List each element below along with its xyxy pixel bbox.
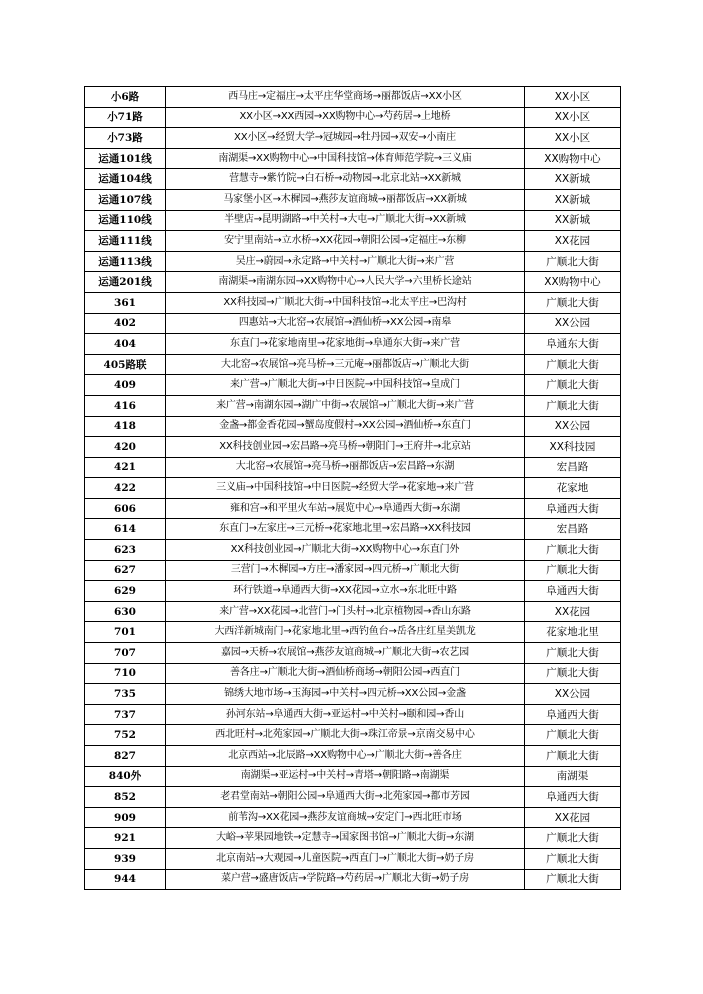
- nearby-stop: 广顺北大街: [525, 540, 621, 561]
- route-number: 416: [85, 395, 166, 416]
- table-row: [85, 334, 621, 355]
- table-row: [85, 601, 621, 622]
- route-stops: 来广营→南湖东园→湖广中街→农展馆→广顺北大街→来广营: [166, 395, 525, 416]
- route-stops: 西马庄→定福庄→太平庄华堂商场→丽都饭店→XX小区: [166, 87, 525, 108]
- route-stops: 东直门→花家地南里→花家地街→阜通东大街→来广营: [166, 334, 525, 355]
- table-row: [85, 169, 621, 190]
- table-row: [85, 354, 621, 375]
- route-stops: 马家堡小区→木樨园→燕莎友谊商城→丽都饭店→XX新城: [166, 189, 525, 210]
- route-number: 运通107线: [85, 189, 166, 210]
- route-stops: XX小区→XX西园→XX购物中心→芍药居→上地桥: [166, 107, 525, 128]
- route-number: 运通101线: [85, 148, 166, 169]
- nearby-stop: 阜通西大街: [525, 581, 621, 602]
- table-row: [85, 416, 621, 437]
- route-stops: 北京西站→北辰路→XX购物中心→广顺北大街→善各庄: [166, 746, 525, 767]
- nearby-stop: 阜通东大街: [525, 334, 621, 355]
- route-number: 361: [85, 292, 166, 313]
- route-number: 840外: [85, 766, 166, 787]
- table-row: [85, 643, 621, 664]
- route-number: 小73路: [85, 128, 166, 149]
- table-row: [85, 375, 621, 396]
- route-stops: 南湖渠→XX购物中心→中国科技馆→体育师范学院→三义庙: [166, 148, 525, 169]
- nearby-stop: 广顺北大街: [525, 725, 621, 746]
- route-stops: 三义庙→中国科技馆→中日医院→经贸大学→花家地→来广营: [166, 478, 525, 499]
- table-row: [85, 437, 621, 458]
- nearby-stop: XX新城: [525, 189, 621, 210]
- nearby-stop: XX新城: [525, 210, 621, 231]
- route-number: 404: [85, 334, 166, 355]
- route-stops: XX科技园→广顺北大街→中国科技馆→北太平庄→巴沟村: [166, 292, 525, 313]
- route-number: 418: [85, 416, 166, 437]
- nearby-stop: 花家地北里: [525, 622, 621, 643]
- route-number: 630: [85, 601, 166, 622]
- table-row: [85, 272, 621, 293]
- table-row: [85, 746, 621, 767]
- nearby-stop: XX购物中心: [525, 148, 621, 169]
- table-row: [85, 128, 621, 149]
- table-row: [85, 869, 621, 890]
- nearby-stop: XX小区: [525, 87, 621, 108]
- nearby-stop: 花家地: [525, 478, 621, 499]
- table-row: [85, 107, 621, 128]
- nearby-stop: 阜通西大街: [525, 498, 621, 519]
- route-number: 运通111线: [85, 231, 166, 252]
- nearby-stop: 广顺北大街: [525, 375, 621, 396]
- route-stops: 营慧寺→紫竹院→白石桥→动物园→北京北站→XX新城: [166, 169, 525, 190]
- nearby-stop: 广顺北大街: [525, 251, 621, 272]
- table-row: [85, 787, 621, 808]
- table-row: [85, 498, 621, 519]
- route-stops: 东直门→左家庄→三元桥→花家地北里→宏昌路→XX科技园: [166, 519, 525, 540]
- route-stops: XX小区→经贸大学→冠城园→牡丹园→双安→小南庄: [166, 128, 525, 149]
- table-row: [85, 622, 621, 643]
- nearby-stop: 广顺北大街: [525, 395, 621, 416]
- route-number: 752: [85, 725, 166, 746]
- table-row: [85, 828, 621, 849]
- route-stops: 大西洋新城南门→花家地北里→西钓鱼台→岳各庄红星美凯龙: [166, 622, 525, 643]
- route-number: 707: [85, 643, 166, 664]
- table-row: [85, 848, 621, 869]
- route-number: 852: [85, 787, 166, 808]
- route-number: 409: [85, 375, 166, 396]
- route-stops: 孙河东站→阜通西大街→亚运村→中关村→颐和园→香山: [166, 704, 525, 725]
- route-number: 小71路: [85, 107, 166, 128]
- nearby-stop: XX花园: [525, 601, 621, 622]
- table-row: [85, 581, 621, 602]
- route-number: 623: [85, 540, 166, 561]
- route-stops: 环行铁道→阜通西大街→XX花园→立水→东北旺中路: [166, 581, 525, 602]
- nearby-stop: 阜通西大街: [525, 787, 621, 808]
- bus-routes-table: [84, 86, 621, 890]
- nearby-stop: XX公园: [525, 313, 621, 334]
- route-number: 422: [85, 478, 166, 499]
- route-stops: XX科技创业园→宏昌路→亮马桥→朝阳门→王府井→北京站: [166, 437, 525, 458]
- table-row: [85, 560, 621, 581]
- nearby-stop: 广顺北大街: [525, 354, 621, 375]
- route-number: 小6路: [85, 87, 166, 108]
- route-number: 629: [85, 581, 166, 602]
- nearby-stop: XX小区: [525, 107, 621, 128]
- nearby-stop: 广顺北大街: [525, 869, 621, 890]
- nearby-stop: 广顺北大街: [525, 560, 621, 581]
- table-row: [85, 807, 621, 828]
- route-stops: 安宁里南站→立水桥→XX花园→朝阳公园→定福庄→东柳: [166, 231, 525, 252]
- table-row: [85, 684, 621, 705]
- route-number: 944: [85, 869, 166, 890]
- nearby-stop: XX公园: [525, 416, 621, 437]
- route-number: 909: [85, 807, 166, 828]
- table-row: [85, 478, 621, 499]
- route-stops: 南湖渠→亚运村→中关村→青塔→朝阳路→南湖渠: [166, 766, 525, 787]
- table-row: [85, 766, 621, 787]
- route-stops: 大峪→苹果园地铁→定慧寺→国家图书馆→广顺北大街→东湖: [166, 828, 525, 849]
- routes-table-body: [85, 87, 621, 890]
- nearby-stop: XX花园: [525, 231, 621, 252]
- nearby-stop: 南湖渠: [525, 766, 621, 787]
- table-row: [85, 540, 621, 561]
- route-number: 运通201线: [85, 272, 166, 293]
- table-row: [85, 189, 621, 210]
- route-number: 405路联: [85, 354, 166, 375]
- nearby-stop: 广顺北大街: [525, 848, 621, 869]
- nearby-stop: XX公园: [525, 684, 621, 705]
- route-number: 710: [85, 663, 166, 684]
- table-row: [85, 313, 621, 334]
- route-stops: 三营门→木樨园→方庄→潘家园→四元桥→广顺北大街: [166, 560, 525, 581]
- table-row: [85, 251, 621, 272]
- route-stops: 嘉园→天桥→农展馆→燕莎友谊商城→广顺北大街→农艺园: [166, 643, 525, 664]
- table-row: [85, 87, 621, 108]
- route-stops: 南湖渠→南湖东园→XX购物中心→人民大学→六里桥长途站: [166, 272, 525, 293]
- table-row: [85, 519, 621, 540]
- table-row: [85, 210, 621, 231]
- route-stops: 大北窑→农展馆→亮马桥→三元庵→丽都饭店→广顺北大街: [166, 354, 525, 375]
- route-number: 606: [85, 498, 166, 519]
- route-stops: 菜户营→盛唐饭店→学院路→芍药居→广顺北大街→奶子房: [166, 869, 525, 890]
- nearby-stop: 阜通西大街: [525, 704, 621, 725]
- table-row: [85, 292, 621, 313]
- route-stops: 前苇沟→XX花园→燕莎友谊商城→安定门→西北旺市场: [166, 807, 525, 828]
- route-stops: 来广营→XX花园→北营门→门头村→北京植物园→香山东路: [166, 601, 525, 622]
- route-number: 939: [85, 848, 166, 869]
- nearby-stop: XX小区: [525, 128, 621, 149]
- nearby-stop: 宏昌路: [525, 457, 621, 478]
- route-number: 735: [85, 684, 166, 705]
- route-number: 402: [85, 313, 166, 334]
- route-number: 921: [85, 828, 166, 849]
- table-row: [85, 704, 621, 725]
- nearby-stop: XX购物中心: [525, 272, 621, 293]
- nearby-stop: 宏昌路: [525, 519, 621, 540]
- nearby-stop: 广顺北大街: [525, 292, 621, 313]
- table-row: [85, 148, 621, 169]
- nearby-stop: XX科技园: [525, 437, 621, 458]
- table-row: [85, 725, 621, 746]
- route-stops: 雍和宫→和平里火车站→展览中心→阜通西大街→东湖: [166, 498, 525, 519]
- route-stops: 善各庄→广顺北大街→酒仙桥商场→朝阳公园→西直门: [166, 663, 525, 684]
- table-row: [85, 457, 621, 478]
- nearby-stop: 广顺北大街: [525, 643, 621, 664]
- nearby-stop: XX花园: [525, 807, 621, 828]
- route-stops: 西北旺村→北苑家园→广顺北大街→珠江帝景→京南交易中心: [166, 725, 525, 746]
- route-stops: 四惠站→大北窑→农展馆→酒仙桥→XX公园→南皋: [166, 313, 525, 334]
- route-stops: 吴庄→蔚园→永定路→中关村→广顺北大街→来广营: [166, 251, 525, 272]
- route-number: 614: [85, 519, 166, 540]
- route-stops: 老君堂南站→朝阳公园→阜通西大街→北苑家园→都市芳园: [166, 787, 525, 808]
- table-row: [85, 663, 621, 684]
- route-stops: 金盏→都金香花园→蟹岛度假村→XX公园→酒仙桥→东直门: [166, 416, 525, 437]
- nearby-stop: 广顺北大街: [525, 746, 621, 767]
- route-number: 运通104线: [85, 169, 166, 190]
- table-row: [85, 395, 621, 416]
- route-stops: 大北窑→农展馆→亮马桥→丽都饭店→宏昌路→东湖: [166, 457, 525, 478]
- route-stops: XX科技创业园→广顺北大街→XX购物中心→东直门外: [166, 540, 525, 561]
- route-number: 701: [85, 622, 166, 643]
- route-stops: 来广营→广顺北大街→中日医院→中国科技馆→皇成门: [166, 375, 525, 396]
- route-number: 运通113线: [85, 251, 166, 272]
- nearby-stop: 广顺北大街: [525, 828, 621, 849]
- route-stops: 锦绣大地市场→玉海园→中关村→四元桥→XX公园→金盏: [166, 684, 525, 705]
- route-number: 运通110线: [85, 210, 166, 231]
- nearby-stop: 广顺北大街: [525, 663, 621, 684]
- nearby-stop: XX新城: [525, 169, 621, 190]
- route-number: 827: [85, 746, 166, 767]
- route-stops: 北京南站→大观园→儿童医院→西直门→广顺北大街→奶子房: [166, 848, 525, 869]
- route-stops: 半壁店→昆明湖路→中关村→大屯→广顺北大街→XX新城: [166, 210, 525, 231]
- route-number: 627: [85, 560, 166, 581]
- route-number: 421: [85, 457, 166, 478]
- table-row: [85, 231, 621, 252]
- route-number: 420: [85, 437, 166, 458]
- route-number: 737: [85, 704, 166, 725]
